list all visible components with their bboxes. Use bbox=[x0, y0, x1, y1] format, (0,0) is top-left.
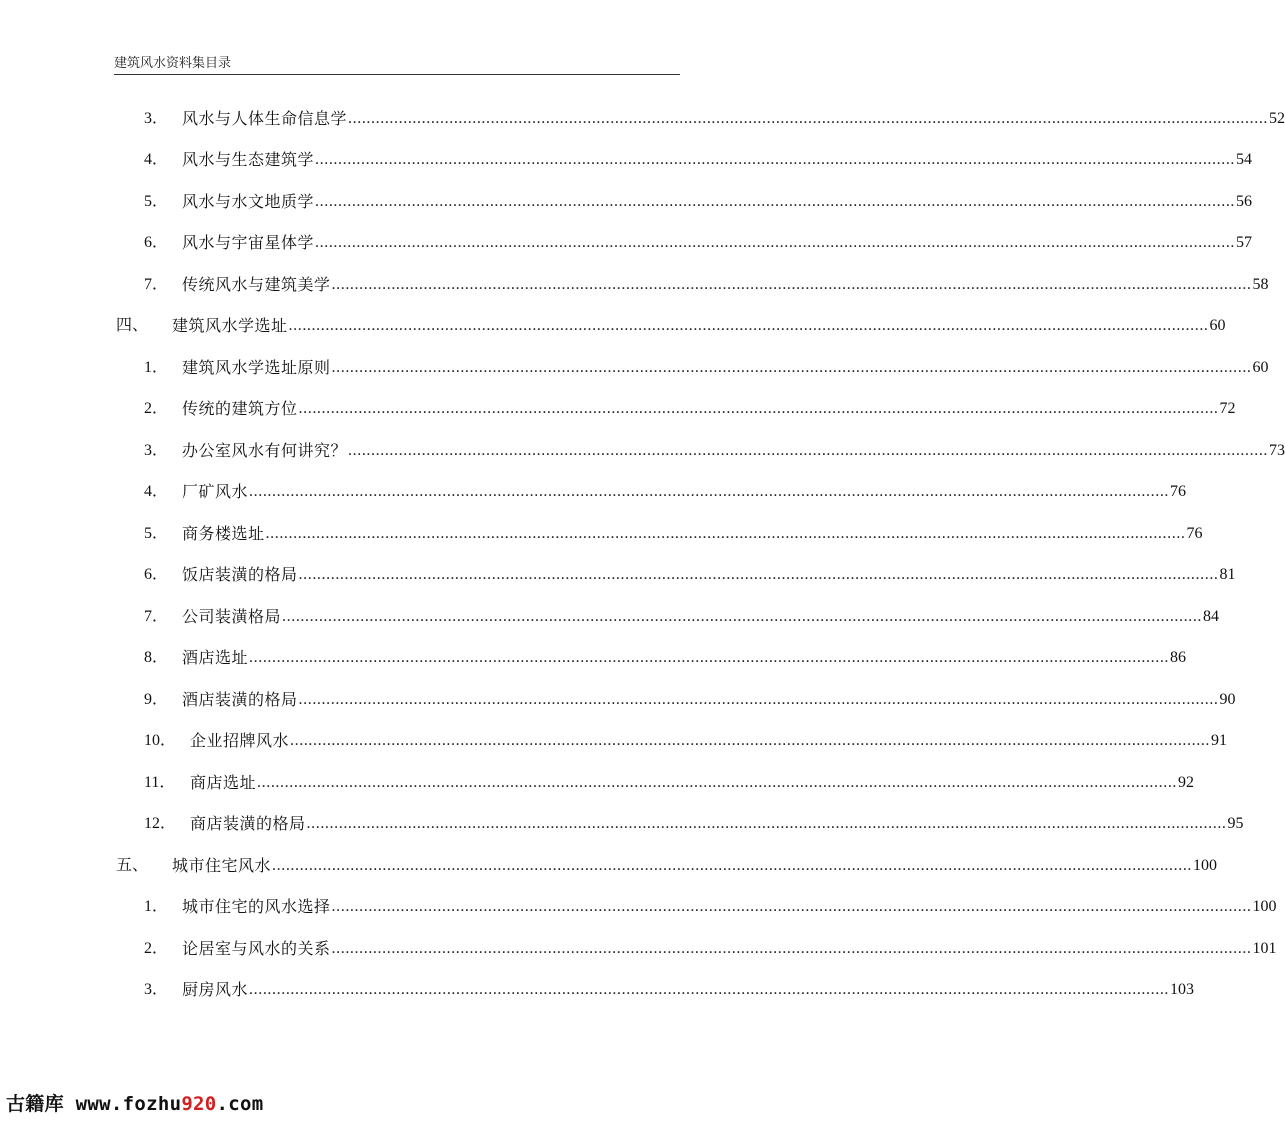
toc-entry-page-number: 103 bbox=[1170, 981, 1195, 999]
toc-entry-title: 公司装潢格局 bbox=[182, 606, 282, 626]
toc-entry-page-number: 91 bbox=[1211, 732, 1228, 750]
toc-entry-page-number: 100 bbox=[1193, 856, 1218, 874]
toc-entry-number: 2． bbox=[144, 939, 169, 957]
toc-entry-page-number: 95 bbox=[1227, 815, 1244, 833]
toc-entry-page-number: 72 bbox=[1219, 400, 1236, 418]
toc-entry-title: 办公室风水有何讲究？ bbox=[182, 440, 348, 460]
toc-entry-title: 风水与宇宙星体学 bbox=[182, 233, 315, 253]
toc-entry-title: 传统的建筑方位 bbox=[182, 399, 298, 419]
toc-entry-number: 四、 bbox=[116, 317, 149, 335]
toc-entry[interactable] bbox=[0, 804, 1244, 846]
toc-dot-leader: ........................................................................................................................................................................................................ bbox=[249, 483, 1170, 501]
toc-entry[interactable] bbox=[0, 928, 1277, 970]
toc-entry[interactable] bbox=[0, 140, 1253, 182]
toc-entry-page-number: 92 bbox=[1178, 773, 1195, 791]
toc-entry-number: 1． bbox=[144, 898, 169, 916]
toc-entry-page-number: 101 bbox=[1252, 939, 1277, 957]
toc-entry-number: 五、 bbox=[116, 856, 149, 874]
watermark-site-prefix: www.fozhu bbox=[75, 1093, 182, 1115]
toc-entry-page-number: 73 bbox=[1269, 441, 1285, 459]
toc-entry-number: 7． bbox=[144, 607, 169, 625]
toc-dot-leader: ........................................................................................................................................................................................................ bbox=[315, 192, 1236, 210]
toc-entry[interactable] bbox=[0, 347, 1269, 389]
toc-entry[interactable] bbox=[0, 389, 1236, 431]
toc-entry-page-number: 60 bbox=[1252, 358, 1269, 376]
toc-entry-title: 饭店装潢的格局 bbox=[182, 565, 298, 585]
toc-entry-number: 10． bbox=[144, 732, 177, 750]
toc-entry[interactable] bbox=[0, 970, 1195, 1012]
toc-entry[interactable] bbox=[0, 472, 1187, 514]
toc-entry-number: 6． bbox=[144, 566, 169, 584]
toc-entry-page-number: 81 bbox=[1219, 566, 1236, 584]
toc-entry-title: 城市住宅风水 bbox=[172, 855, 272, 875]
toc-entry-title: 厂矿风水 bbox=[182, 482, 249, 502]
toc-entry-title: 传统风水与建筑美学 bbox=[182, 274, 331, 294]
toc-entry-number: 9． bbox=[144, 690, 169, 708]
toc-entry-number: 11． bbox=[144, 773, 176, 791]
toc-entry-page-number: 54 bbox=[1236, 151, 1253, 169]
toc-entry[interactable] bbox=[0, 555, 1236, 597]
toc-dot-leader: ........................................................................................................................................................................................................ bbox=[257, 773, 1178, 791]
toc-entry-number: 7． bbox=[144, 275, 169, 293]
toc-entry-title: 城市住宅的风水选择 bbox=[182, 897, 331, 917]
toc-dot-leader: ........................................................................................................................................................................................................ bbox=[282, 607, 1203, 625]
toc-dot-leader: ........................................................................................................................................................................................................ bbox=[298, 690, 1219, 708]
site-watermark bbox=[6, 1089, 264, 1116]
toc-entry-page-number: 60 bbox=[1209, 317, 1226, 335]
toc-entry[interactable] bbox=[0, 638, 1187, 680]
toc-entry-title: 风水与人体生命信息学 bbox=[182, 108, 348, 128]
toc-entry[interactable] bbox=[0, 223, 1253, 265]
toc-entry-title: 酒店装潢的格局 bbox=[182, 689, 298, 709]
toc-entry[interactable] bbox=[0, 181, 1253, 223]
toc-entry-page-number: 76 bbox=[1186, 524, 1203, 542]
toc-dot-leader: ........................................................................................................................................................................................................ bbox=[288, 317, 1209, 335]
toc-section-entry[interactable] bbox=[0, 306, 1226, 348]
toc-dot-leader: ........................................................................................................................................................................................................ bbox=[249, 981, 1170, 999]
toc-entry-title: 企业招牌风水 bbox=[190, 731, 290, 751]
toc-entry-title: 建筑风水学选址原则 bbox=[182, 357, 331, 377]
toc-entry-number: 8． bbox=[144, 649, 169, 667]
toc-dot-leader: ........................................................................................................................................................................................................ bbox=[272, 856, 1193, 874]
toc-entry-page-number: 57 bbox=[1236, 234, 1253, 252]
toc-entry-number: 1． bbox=[144, 358, 169, 376]
toc-dot-leader: ........................................................................................................................................................................................................ bbox=[331, 939, 1252, 957]
toc-entry-number: 5． bbox=[144, 524, 169, 542]
toc-entry-number: 3． bbox=[144, 441, 169, 459]
toc-entry[interactable] bbox=[0, 596, 1220, 638]
toc-entry-title: 商务楼选址 bbox=[182, 523, 265, 543]
toc-dot-leader: ........................................................................................................................................................................................................ bbox=[298, 566, 1219, 584]
toc-dot-leader: ........................................................................................................................................................................................................ bbox=[306, 815, 1227, 833]
toc-dot-leader: ........................................................................................................................................................................................................ bbox=[348, 109, 1269, 127]
toc-entry-title: 商店选址 bbox=[190, 772, 257, 792]
toc-entry-number: 5． bbox=[144, 192, 169, 210]
toc-dot-leader: ........................................................................................................................................................................................................ bbox=[290, 732, 1211, 750]
toc-entry[interactable] bbox=[0, 887, 1277, 929]
toc-dot-leader: ........................................................................................................................................................................................................ bbox=[315, 151, 1236, 169]
header-divider bbox=[114, 74, 680, 75]
toc-entry-number: 3． bbox=[144, 981, 169, 999]
toc-entry[interactable] bbox=[0, 679, 1236, 721]
toc-entry-number: 6． bbox=[144, 234, 169, 252]
toc-entry-page-number: 90 bbox=[1219, 690, 1236, 708]
toc-entry-title: 风水与水文地质学 bbox=[182, 191, 315, 211]
table-of-contents bbox=[0, 98, 1285, 1011]
toc-section-entry[interactable] bbox=[0, 845, 1218, 887]
toc-entry[interactable] bbox=[0, 98, 1285, 140]
toc-entry-title: 建筑风水学选址 bbox=[172, 316, 288, 336]
toc-dot-leader: ........................................................................................................................................................................................................ bbox=[331, 358, 1252, 376]
toc-dot-leader: ........................................................................................................................................................................................................ bbox=[331, 898, 1252, 916]
toc-dot-leader: ........................................................................................................................................................................................................ bbox=[298, 400, 1219, 418]
toc-entry-page-number: 56 bbox=[1236, 192, 1253, 210]
watermark-site-accent: 920 bbox=[181, 1093, 217, 1115]
toc-entry-title: 论居室与风水的关系 bbox=[182, 938, 331, 958]
toc-entry-number: 12． bbox=[144, 815, 177, 833]
toc-entry-number: 3． bbox=[144, 109, 169, 127]
toc-dot-leader: ........................................................................................................................................................................................................ bbox=[315, 234, 1236, 252]
toc-dot-leader: ........................................................................................................................................................................................................ bbox=[249, 649, 1170, 667]
toc-entry-number: 4． bbox=[144, 151, 169, 169]
toc-entry-title: 厨房风水 bbox=[182, 980, 249, 1000]
toc-entry-number: 2． bbox=[144, 400, 169, 418]
toc-entry-page-number: 52 bbox=[1269, 109, 1285, 127]
running-header: 建筑风水资料集目录 bbox=[114, 56, 232, 71]
toc-entry-page-number: 100 bbox=[1252, 898, 1277, 916]
toc-entry-page-number: 76 bbox=[1170, 483, 1187, 501]
toc-entry[interactable] bbox=[0, 762, 1195, 804]
watermark-site-suffix: .com bbox=[216, 1093, 264, 1115]
toc-entry[interactable] bbox=[0, 430, 1285, 472]
toc-entry-title: 商店装潢的格局 bbox=[190, 814, 306, 834]
toc-entry[interactable] bbox=[0, 513, 1203, 555]
toc-entry-page-number: 58 bbox=[1252, 275, 1269, 293]
toc-entry-page-number: 86 bbox=[1170, 649, 1187, 667]
toc-dot-leader: ........................................................................................................................................................................................................ bbox=[265, 524, 1186, 542]
toc-entry-title: 风水与生态建筑学 bbox=[182, 150, 315, 170]
watermark-brand: 古籍库 bbox=[6, 1093, 64, 1115]
toc-entry-number: 4． bbox=[144, 483, 169, 501]
toc-entry[interactable] bbox=[0, 721, 1228, 763]
toc-entry-page-number: 84 bbox=[1203, 607, 1220, 625]
toc-dot-leader: ........................................................................................................................................................................................................ bbox=[348, 441, 1269, 459]
toc-entry-title: 酒店选址 bbox=[182, 648, 249, 668]
toc-entry[interactable] bbox=[0, 264, 1269, 306]
toc-dot-leader: ........................................................................................................................................................................................................ bbox=[331, 275, 1252, 293]
